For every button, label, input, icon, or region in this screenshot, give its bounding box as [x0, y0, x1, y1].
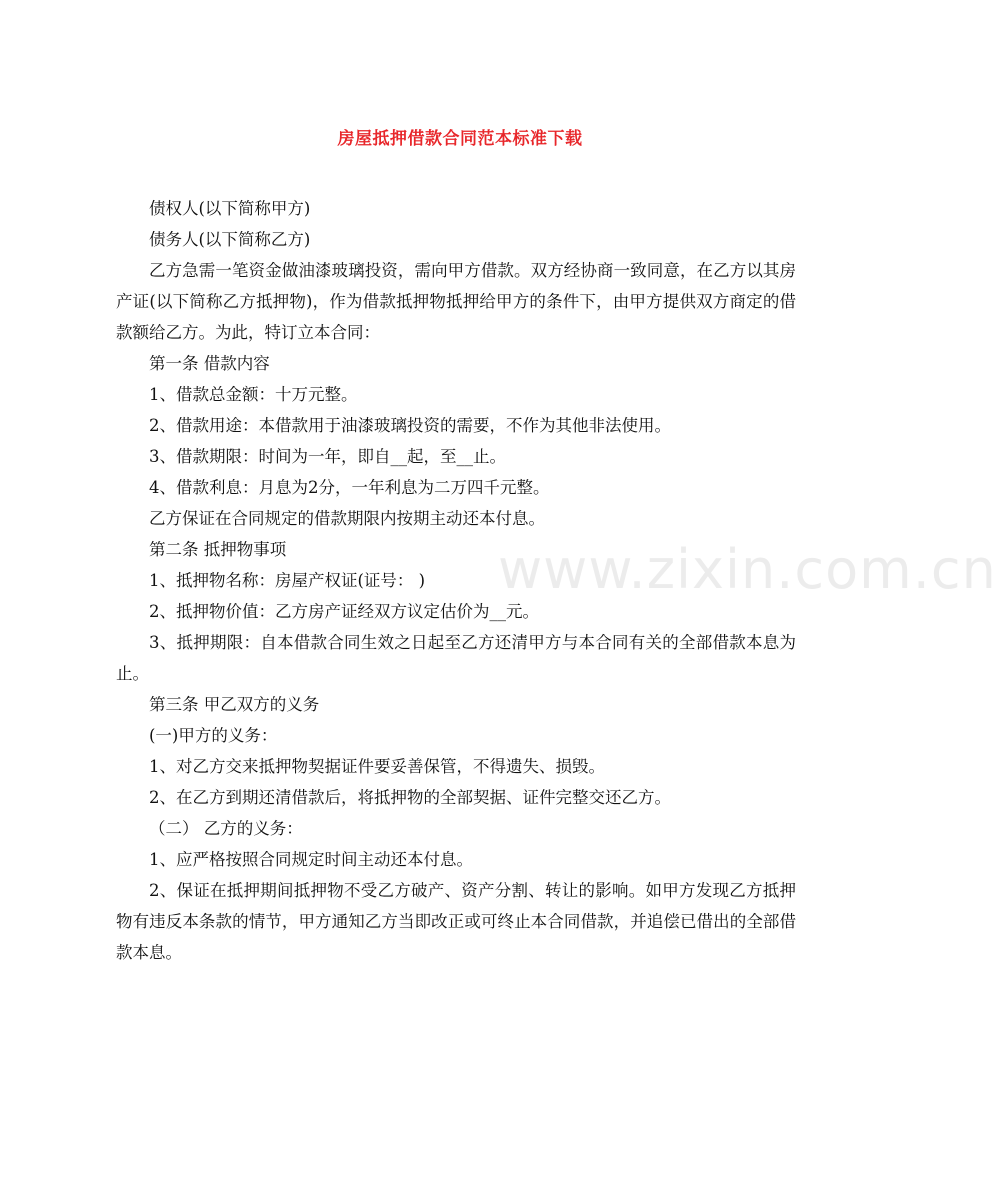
clause-item: 1、借款总金额：十万元整。 [149, 385, 358, 404]
clause-item: 1、抵押物名称：房屋产权证(证号： ) [149, 571, 426, 590]
section-heading-1: 第一条 借款内容 [149, 354, 270, 373]
clause-item: 3、借款期限：时间为一年，即自__起，至__止。 [149, 447, 506, 466]
subsection-heading: （二） 乙方的义务： [149, 819, 303, 838]
clause-item: 2、保证在抵押期间抵押物不受乙方破产、资产分割、转让的影响。如甲方发现乙方抵押物有违反本条款的情节，甲方通知乙方当即改正或可终止本合同借款，并追偿已借出的全部借款本息。 [116, 881, 796, 962]
clause-item: 2、抵押物价值：乙方房产证经双方议定估价为__元。 [149, 602, 539, 621]
clause-item: 2、在乙方到期还清借款后，将抵押物的全部契据、证件完整交还乙方。 [149, 788, 671, 807]
watermark-text: www.zixin.com.cn [498, 538, 997, 601]
paragraph-debtor: 债务人(以下简称乙方) [149, 230, 311, 249]
paragraph-creditor: 债权人(以下简称甲方) [149, 199, 311, 218]
section-heading-2: 第二条 抵押物事项 [149, 540, 287, 559]
section-heading-3: 第三条 甲乙双方的义务 [149, 695, 320, 714]
paragraph-preamble: 乙方急需一笔资金做油漆玻璃投资，需向甲方借款。双方经协商一致同意，在乙方以其房产证(以下简称乙方抵押物)，作为借款抵押物抵押给甲方的条件下，由甲方提供双方商定的借款额给乙方。为此，特订立本合同： [116, 261, 796, 342]
clause-item: 1、对乙方交来抵押物契据证件要妥善保管，不得遗失、损毁。 [149, 757, 605, 776]
document-body [116, 193, 796, 968]
clause-item: 2、借款用途：本借款用于油漆玻璃投资的需要，不作为其他非法使用。 [149, 416, 671, 435]
subsection-heading: (一)甲方的义务： [149, 726, 278, 745]
clause-item: 3、抵押期限：自本借款合同生效之日起至乙方还清甲方与本合同有关的全部借款本息为止。 [116, 633, 796, 683]
clause-item: 4、借款利息：月息为2分，一年利息为二万四千元整。 [149, 478, 550, 497]
clause-item: 1、应严格按照合同规定时间主动还本付息。 [149, 850, 473, 869]
clause-note: 乙方保证在合同规定的借款期限内按期主动还本付息。 [149, 509, 545, 528]
document-title: 房屋抵押借款合同范本标准下载 [337, 129, 583, 149]
